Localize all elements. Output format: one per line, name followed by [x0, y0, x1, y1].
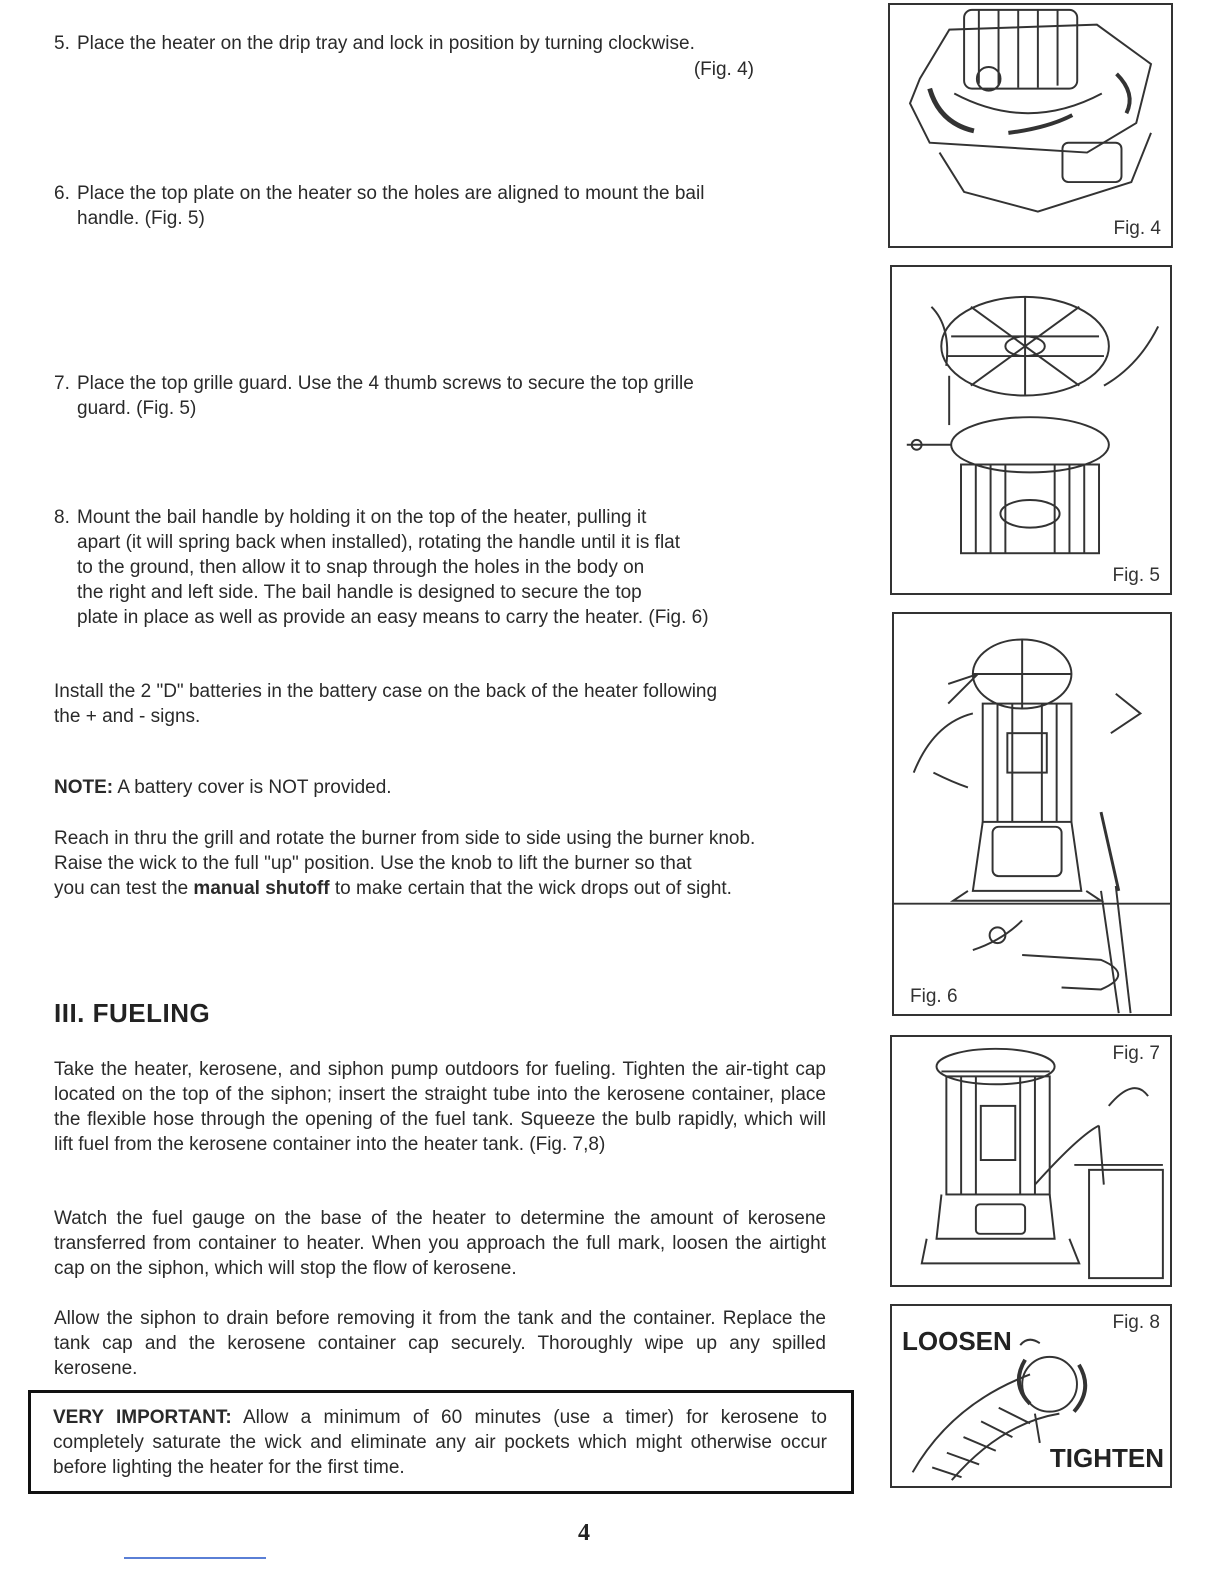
step-text: Place the top grille guard. Use the 4 thumb screws to secure the top grille guard. (Fig. 5): [77, 373, 694, 419]
fueling-paragraph-2: Watch the fuel gauge on the base of the heater to determine the amount of kerosene transferred from container to heater. When you approach the full mark, loosen the airtight cap on the siphon, which will stop the flow of kerosene.: [54, 1208, 826, 1279]
manual-shutoff-term: manual shutoff: [193, 878, 330, 899]
step-text: Mount the bail handle by holding it on the top of the heater, pulling it apart (it will spring back when installed), rotating the handle until it is flat to the ground, then allow it to snap through the holes in the body on the right and left side. The bail handle is designed to secure the top plate in place as well as provide an easy means to carry the heater. (Fig. 6): [77, 507, 709, 628]
step-6: [54, 181, 814, 231]
battery-instructions: Install the 2 "D" batteries in the battery case on the back of the heater following the + and - signs.: [54, 681, 718, 727]
section-heading-fueling: III. FUELING: [54, 998, 211, 1028]
fueling-paragraph-3: Allow the siphon to drain before removing it from the tank and the container. Replace the tank cap and the kerosene container cap securely. Thoroughly wipe up any spilled kerosene.: [54, 1308, 826, 1379]
heater-drip-tray-illustration: [890, 5, 1171, 246]
step-number: 7.: [54, 373, 70, 394]
fueling-paragraph-1: Take the heater, kerosene, and siphon pump outdoors for fueling. Tighten the air-tight cap located on the top of the siphon; insert the straight tube into the kerosene container, place the flexible hose through the opening of the fuel tank. Squeeze the bulb rapidly, which will lift fuel from the kerosene container into the heater tank. (Fig. 7,8): [54, 1059, 826, 1155]
step-8: [54, 505, 834, 630]
tighten-label: TIGHTEN: [1049, 1443, 1164, 1473]
figure-7: [890, 1035, 1172, 1287]
bail-handle-illustration: [894, 614, 1170, 1014]
figure-4: [888, 3, 1173, 248]
page-number: 4: [578, 1520, 590, 1546]
footer-rule: [124, 1557, 266, 1559]
siphon-fueling-illustration: [892, 1037, 1170, 1285]
step-number: 8.: [54, 507, 70, 528]
figure-label: Fig. 7: [1112, 1043, 1160, 1064]
step-number: 5.: [54, 33, 70, 54]
note-text: A battery cover is NOT provided.: [113, 777, 392, 798]
top-grille-guard-illustration: [892, 267, 1170, 593]
loosen-label: LOOSEN: [902, 1326, 1012, 1356]
reach-text-2: to make certain that the wick drops out of sight.: [329, 878, 732, 899]
reach-text-1: Reach in thru the grill and rotate the burner from side to side using the burner knob. Raise the wick to the full "up" position. Use the knob to lift the burner so that you can test the: [54, 828, 756, 899]
very-important-label: VERY IMPORTANT:: [53, 1407, 232, 1428]
step-7: [54, 371, 814, 421]
figure-8: [890, 1304, 1172, 1488]
note: [54, 775, 834, 800]
figure-5: [890, 265, 1172, 595]
figure-label: Fig. 8: [1112, 1312, 1160, 1333]
figure-6: [892, 612, 1172, 1016]
figure-label: Fig. 6: [910, 986, 958, 1007]
burner-test-paragraph: [54, 826, 854, 901]
figure-label: Fig. 5: [1112, 565, 1160, 586]
step-fig-ref: (Fig. 4): [693, 59, 754, 80]
very-important-body: Allow a minimum of 60 minutes (use a timer) for kerosene to completely saturate the wick and eliminate any air pockets which might otherwise occur before lighting the heater for the first time.: [53, 1407, 827, 1478]
figure-label: Fig. 4: [1113, 218, 1161, 239]
step-number: 6.: [54, 183, 70, 204]
very-important-box: [28, 1390, 854, 1494]
note-label: NOTE:: [54, 777, 114, 798]
step-text: Place the top plate on the heater so the holes are aligned to mount the bail handle. (Fig. 5): [77, 183, 705, 229]
step-5: [54, 31, 774, 80]
step-text: Place the heater on the drip tray and lock in position by turning clockwise.: [77, 33, 695, 54]
very-important-text: [53, 1405, 827, 1480]
